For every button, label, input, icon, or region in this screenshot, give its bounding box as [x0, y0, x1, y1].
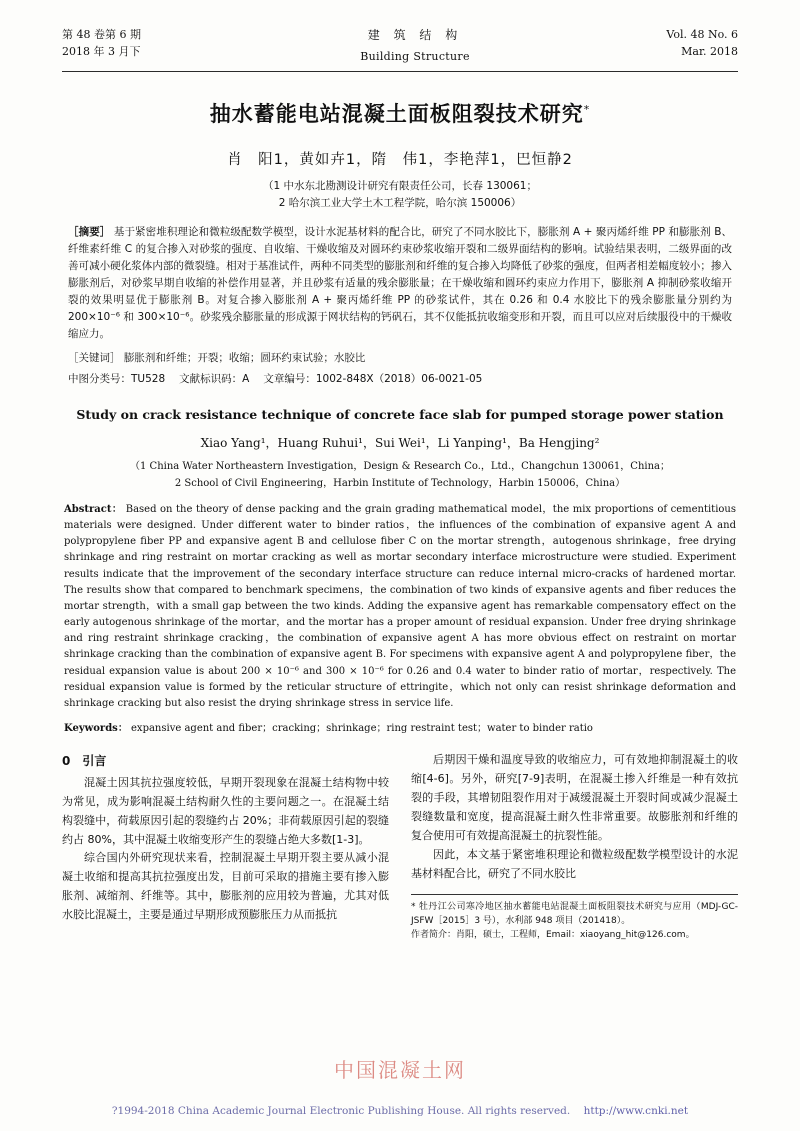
abstract-en-text: Based on the theory of dense packing and the grain grading mathematical model，the mix proportions of cementitious materials were designed. Under different water to binder ratios，the influences of the combination of expansive agent A and polypropylene fiber PP and expansive agent B and cellulose fiber C on the mortar strength，autogenous shrinkage，free drying shrinkage and ring restraint on mortar cracking as well as mortar secondary interface microstructure were studied. Experiment results indicate that the improvement of the secondary interface structure can reduce internal micro-cracks of hardened mortar. The results show that compared to benchmark specimens，the combination of two kinds of expansive agents and fiber reduces the mortar strength，with a small gap between the two kinds. Adding the expansive agent has remarkable compensatory effect on the early autogenous shrinkage of the mortar，and the mortar has a proper amount of residual expansion. Under free drying shrinkage and ring restraint shrinkage cracking，the combination of expansive agent A has more obvious effect on restraint on mortar shrinkage cracking than the combination of expansive agent B. For specimens with expansive agent A and polypropylene fiber，the residual expansion value is about 200 × 10⁻⁶ and 300 × 10⁻⁶ for 0.26 and 0.4 water to binder ratio of mortar，respectively. The residual expansion value is formed by the reticular structure of ettringite，which not only can resist shrinkage deformation and shrinkage cracking but also resist the drying shrinkage stress in service life.: [64, 503, 736, 710]
abstract-cn: [62, 224, 738, 343]
authors-cn: 肖 阳1，黄如卉1，隋 伟1，李艳萍1，巴恒静2: [227, 151, 573, 168]
column-right: [411, 751, 738, 943]
paragraph: 因此，本文基于紧密堆积理论和微粒级配数学模型设计的水泥基材料配合比，研究了不同水胶比: [411, 847, 738, 880]
paragraph: 综合国内外研究现状来看，控制混凝土早期开裂主要从减小混凝土收缩和提高其抗拉强度出发，目前可采取的措施主要有掺入膨胀剂、减缩剂、纤维等。其中，膨胀剂的应用较为普遍，尤其对低水胶比混凝土，主要是通过早期形成预膨胀压力从而抵抗: [62, 851, 389, 922]
document-code-label: 文献标识码：: [179, 373, 243, 386]
abstract-en-label: Abstract：: [64, 503, 123, 515]
title-cn-text: 抽水蓄能电站混凝土面板阻裂技术研究: [209, 101, 584, 126]
journal-name-en: Building Structure: [360, 49, 470, 63]
masthead-center: [300, 26, 530, 65]
document-code-value: A: [242, 373, 250, 386]
date-en: Mar. 2018: [681, 45, 738, 59]
date-cn: 2018 年 3 月下: [62, 45, 141, 59]
affiliation-cn: [62, 178, 738, 213]
title-en: Study on crack resistance technique of concrete face slab for pumped storage power station: [76, 407, 724, 423]
classification-code-label: 中图分类号：: [68, 373, 131, 386]
classification-line: [62, 371, 738, 386]
classification-code-value: TU528: [131, 373, 166, 386]
paragraph: 后期因干燥和温度导致的收缩应力，可有效地抑制混凝土的收缩[4-6]。另外，研究[7-9]表明，在混凝土掺入纤维是一种有效抗裂的手段，其增韧阻裂作用对于减缓混凝土开裂时间或减少混凝土裂缝数量和宽度，提高混凝土耐久性非常重要。故膨胀剂和纤维的复合使用可有效提高混凝土的抗裂性能。: [411, 753, 738, 842]
footnote-text: 牡丹江公司寒冷地区抽水蓄能电站混凝土面板阻裂技术研究与应用（MDJ-GC-JSFW［2015］3 号），水利部 948 项目（201418）。: [411, 901, 738, 926]
keywords-cn-label: ［关键词］: [68, 352, 121, 365]
footnote: [411, 894, 738, 943]
abstract-cn-text: 基于紧密堆积理论和微粒级配数学模型，设计水泥基材料的配合比，研究了不同水胶比下，膨胀剂 A + 聚丙烯纤维 PP 和膨胀剂 B、纤维素纤维 C 的复合掺入对砂浆的强度、自收缩、干燥收缩及对圆环约束砂浆收缩开裂和二级界面结构的影响。试验结果表明，二级界面的改善可减小硬化浆体内部的微裂缝。相对于基准试件，两种不同类型的膨胀剂和纤维的复合掺入均降低了砂浆的强度，但两者相差幅度较小；掺入膨胀剂后，对砂浆早期自收缩的补偿作用显著，并且砂浆有适量的残余膨胀量；在干燥收缩和圆环约束应力作用下，膨胀剂 A 抑制砂浆收缩开裂的效果明显优于膨胀剂 B。对复合掺入膨胀剂 A + 聚丙烯纤维 PP 的砂浆试件，其在 0.26 和 0.4 水胶比下的残余膨胀量分别约为 200×10⁻⁶ 和 300×10⁻⁶。砂浆残余膨胀量的形成源于网状结构的钙矾石，其不仅能抵抗收缩变形和开裂，而且可以应对后续服役中的干燥收缩应力。: [68, 226, 733, 341]
title-footnote-mark: *: [583, 102, 591, 116]
column-left: [62, 751, 389, 943]
abstract-en: [62, 502, 738, 712]
page-title: [62, 98, 738, 128]
journal-name-cn: 建 筑 结 构: [367, 28, 463, 42]
affiliation-en-2: 2 School of Civil Engineering，Harbin Institute of Technology，Harbin 150006，China）: [174, 477, 626, 489]
article-number: [263, 371, 482, 386]
section-heading: [62, 751, 389, 772]
classification-code: [68, 371, 165, 386]
body-columns: [62, 751, 738, 943]
author-note: 作者简介：肖阳，硕士，工程师，Email：xiaoyang_hit@126.com。: [411, 930, 695, 941]
keywords-en-text: expansive agent and fiber；cracking；shrinkage；ring restraint test；water to binder ratio: [131, 723, 593, 735]
volume-issue-en: Vol. 48 No. 6: [666, 28, 738, 41]
volume-issue-cn: 第 48 卷第 6 期: [62, 28, 141, 41]
paragraph: 混凝土因其抗拉强度较低，早期开裂现象在混凝土结构物中较为常见，成为影响混凝土结构耐久性的主要问题之一。在混凝土结构裂缝中，荷载原因引起的裂缝约占 20%；非荷载原因引起的裂缝约占 80%，其中混凝土收缩变形产生的裂缝占绝大多数[1-3]。: [62, 775, 389, 846]
section-number: 0: [62, 754, 71, 769]
affiliation-en: [62, 458, 738, 492]
keywords-en: [62, 721, 738, 737]
keywords-cn: [62, 350, 738, 365]
affiliation-cn-1: （1 中水东北勘测设计研究有限责任公司，长春 130061；: [263, 179, 537, 192]
page-footer: [0, 1105, 800, 1117]
masthead-right: [588, 26, 738, 60]
abstract-cn-label: ［摘要］: [68, 226, 111, 239]
page-content: [62, 26, 738, 1066]
article-number-value: 1002-848X（2018）06-0021-05: [315, 373, 483, 386]
keywords-cn-text: 膨胀剂和纤维；开裂；收缩；圆环约束试验；水胶比: [123, 352, 366, 365]
authors-en: Xiao Yang¹，Huang Ruhui¹，Sui Wei¹，Li Yanping¹，Ba Hengjing²: [200, 435, 600, 450]
document-code: [179, 371, 249, 386]
keywords-en-label: Keywords：: [64, 723, 128, 735]
watermark: 中国混凝土网: [334, 1058, 466, 1082]
cnki-url[interactable]: http://www.cnki.net: [583, 1105, 689, 1117]
section-title: 引言: [82, 754, 107, 769]
affiliation-cn-2: 2 哈尔滨工业大学土木工程学院，哈尔滨 150006）: [278, 196, 522, 209]
article-number-label: 文章编号：: [263, 373, 316, 386]
footnote-mark: *: [411, 901, 416, 912]
affiliation-en-1: （1 China Water Northeastern Investigation，Design & Research Co.，Ltd.，Changchun 130061，China；: [130, 460, 670, 472]
masthead: [62, 26, 738, 69]
copyright-text: ?1994-2018 China Academic Journal Electronic Publishing House. All rights reserved.: [111, 1105, 571, 1117]
header-divider: [62, 71, 738, 72]
masthead-left: [62, 26, 242, 60]
